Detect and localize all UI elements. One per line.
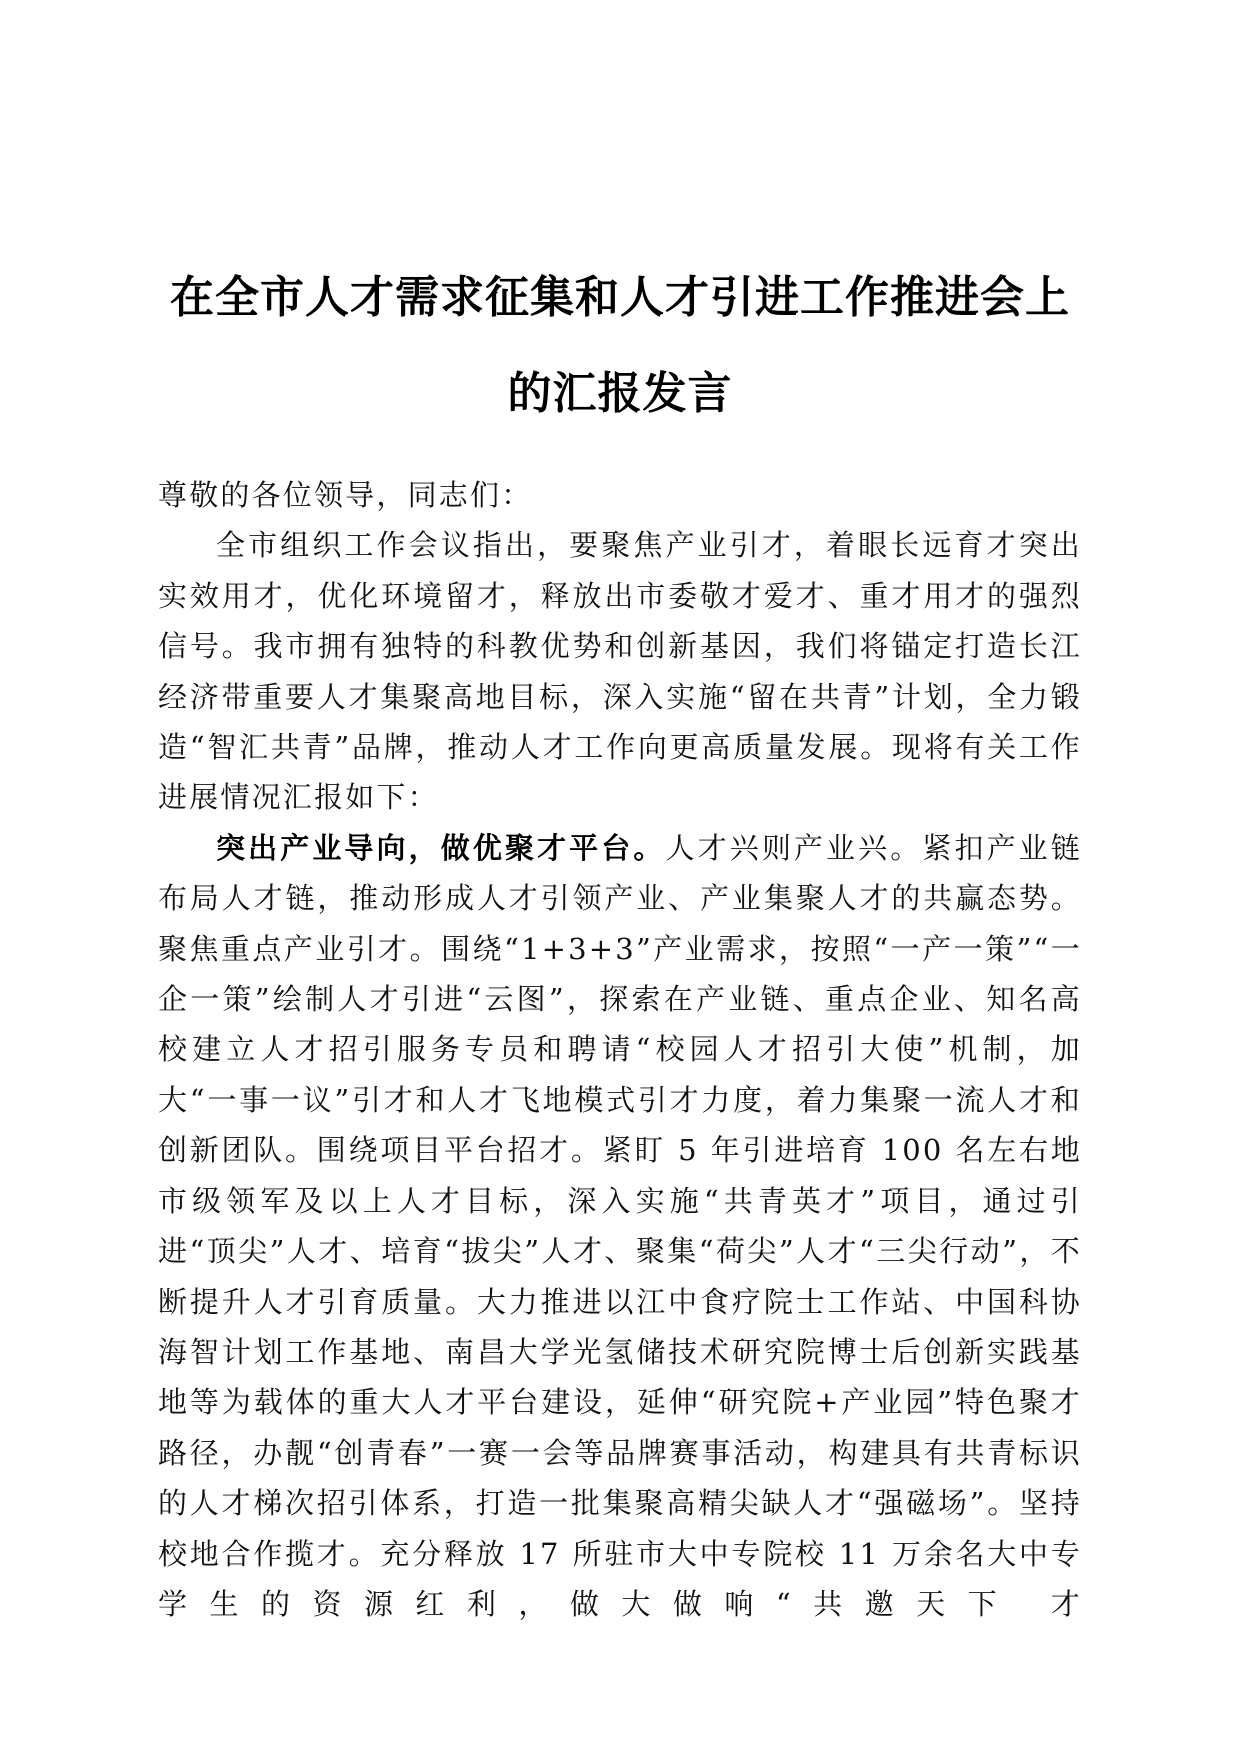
document-title xyxy=(140,250,1100,442)
title-line-1: 在全市人才需求征集和人才引进工作推进会上 xyxy=(170,272,1070,323)
document-body xyxy=(158,470,1082,1629)
salutation: 尊敬的各位领导，同志们： xyxy=(158,478,533,512)
section-1-heading: 突出产业导向，做优聚才平台。 xyxy=(216,830,666,865)
intro-paragraph: 全市组织工作会议指出，要聚焦产业引才，着眼长远育才突出实效用才，优化环境留才，释放出市委敬才爱才、重才用才的强烈信号。我市拥有独特的科教优势和创新基因，我们将锚定打造长江经济带重要人才集聚高地目标，深入实施“留在共青”计划，全力锻造“智汇共青”品牌，推动人才工作向更高质量发展。现将有关工作进展情况汇报如下： xyxy=(158,528,1082,815)
title-line-2: 的汇报发言 xyxy=(507,368,733,419)
section-1-paragraph xyxy=(158,823,1082,1630)
section-1-body: 人才兴则产业兴。紧扣产业链布局人才链，推动形成人才引领产业、产业集聚人才的共赢态势。聚焦重点产业引才。围绕“1+3+3”产业需求，按照“一产一策”“一企一策”绘制人才引进“云图”，探索在产业链、重点企业、知名高校建立人才招引服务专员和聘请“校园人才招引大使”机制，加大“一事一议”引才和人才飞地模式引才力度，着力集聚一流人才和创新团队。围绕项目平台招才。紧盯 5 年引进培育 100 名左右地市级领军及以上人才目标，深入实施“共青英才”项目，通过引进“顶尖”人才、培育“拔尖”人才、聚集“荷尖”人才“三尖行动”，不断提升人才引育质量。大力推进以江中食疗院士工作站、中国科协海智计划工作基地、南昌大学光氢储技术研究院博士后创新实践基地等为载体的重大人才平台建设，延伸“研究院+产业园”特色聚才路径，办靓“创青春”一赛一会等品牌赛事活动，构建具有共青标识的人才梯次招引体系，打造一批集聚高精尖缺人才“强磁场”。坚持校地合作揽才。充分释放 17 所驻市大中专院校 11 万余名大中专学生的资源红利，做大做响“共邀天下 才 xyxy=(158,830,1082,1621)
